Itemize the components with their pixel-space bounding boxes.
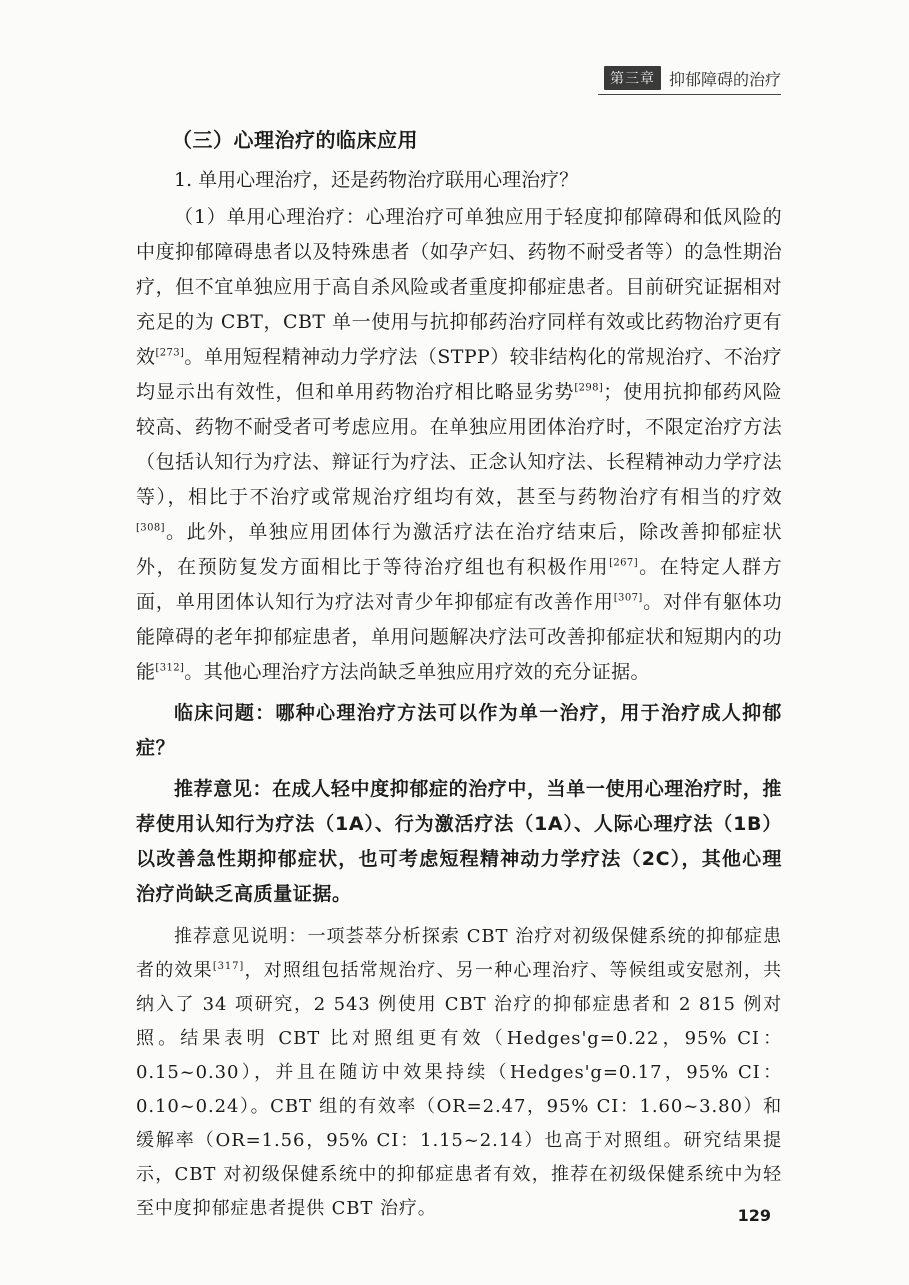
recommendation: 推荐意见：在成人轻中度抑郁症的治疗中，当单一使用心理治疗时，推荐使用认知行为疗法（1A）、行为激活疗法（1A）、人际心理疗法（1B）以改善急性期抑郁症状，也可考虑短程精神动力学疗法（2C），其他心理治疗尚缺乏高质量证据。 xyxy=(136,778,782,905)
text-run: 。在特定人群方面，单用团体认知行为疗法对青少年抑郁症有改善作用 xyxy=(136,556,782,613)
text-run: 。其他心理治疗方法尚缺乏单独应用疗效的充分证据。 xyxy=(184,661,650,683)
section-heading: （三）心理治疗的临床应用 xyxy=(172,128,418,152)
text-run: 。对伴有躯体功能障碍的老年抑郁症患者，单用问题解决疗法可改善抑郁症状和短期内的功能 xyxy=(136,591,782,683)
citation: [312] xyxy=(155,662,185,674)
text-run: ，对照组包括常规治疗、另一种心理治疗、等候组或安慰剂，共纳入了 34 项研究，2 543 例使用 CBT 治疗的抑郁症患者和 2 815 例对照。结果表明 CBT 比对照组更有效（Hedges'g=0.22，95% CI：0.15~0.30），并且在随访中效果持续（Hedges'g=0.17，95% CI：0.10~0.24）。CBT 组的有效率（OR=2.47，95% CI：1.60~3.80）和缓解率（OR=1.56，95% CI：1.15~2.14）也高于对照组。研究结果提示，CBT 对初级保健系统中的抑郁症患者有效，推荐在初级保健系统中为轻至中度抑郁症患者提供 CBT 治疗。 xyxy=(136,960,782,1219)
text-run: 。单用短程精神动力学疗法（STPP）较非结构化的常规治疗、不治疗均显示出有效性，但和单用药物治疗相比略显劣势 xyxy=(136,346,783,403)
text-run: 。此外，单独应用团体行为激活疗法在治疗结束后，除改善抑郁症状外，在预防复发方面相比于等待治疗组也有积极作用 xyxy=(136,521,782,578)
page-number: 129 xyxy=(737,1206,771,1225)
text-run: （1）单用心理治疗：心理治疗可单独应用于轻度抑郁障碍和低风险的中度抑郁障碍患者以及特殊患者（如孕产妇、药物不耐受者等）的急性期治疗，但不宜单独应用于高自杀风险或者重度抑郁症患者。目前研究证据相对充足的为 CBT，CBT 单一使用与抗抑郁药治疗同样有效或比药物治疗更有效 xyxy=(136,206,782,368)
main-content xyxy=(136,120,782,1226)
header-rule xyxy=(598,94,781,95)
text-run: ；使用抗抑郁药风险较高、药物不耐受者可考虑应用。在单独应用团体治疗时，不限定治疗方法（包括认知行为疗法、辩证行为疗法、正念认知疗法、长程精神动力学疗法等），相比于不治疗或常规治疗组均有效，甚至与药物治疗有相当的疗效 xyxy=(136,381,782,508)
text-run: 推荐意见说明：一项荟萃分析探索 CBT 治疗对初级保健系统的抑郁症患者的效果 xyxy=(136,926,782,981)
running-header xyxy=(604,66,781,90)
citation: [317] xyxy=(212,961,245,972)
citation: [273] xyxy=(155,347,185,359)
paragraph-monotherapy xyxy=(136,200,782,690)
chapter-badge: 第三章 xyxy=(604,66,661,90)
citation: [267] xyxy=(609,557,638,569)
sub-question: 1. 单用心理治疗，还是药物治疗联用心理治疗？ xyxy=(174,169,579,191)
citation: [298] xyxy=(574,382,604,394)
citation: [307] xyxy=(613,592,643,604)
citation: [308] xyxy=(136,522,165,534)
clinical-question: 临床问题：哪种心理治疗方法可以作为单一治疗，用于治疗成人抑郁症？ xyxy=(136,702,782,759)
chapter-title: 抑郁障碍的治疗 xyxy=(668,69,781,89)
recommendation-explanation xyxy=(136,920,782,1226)
